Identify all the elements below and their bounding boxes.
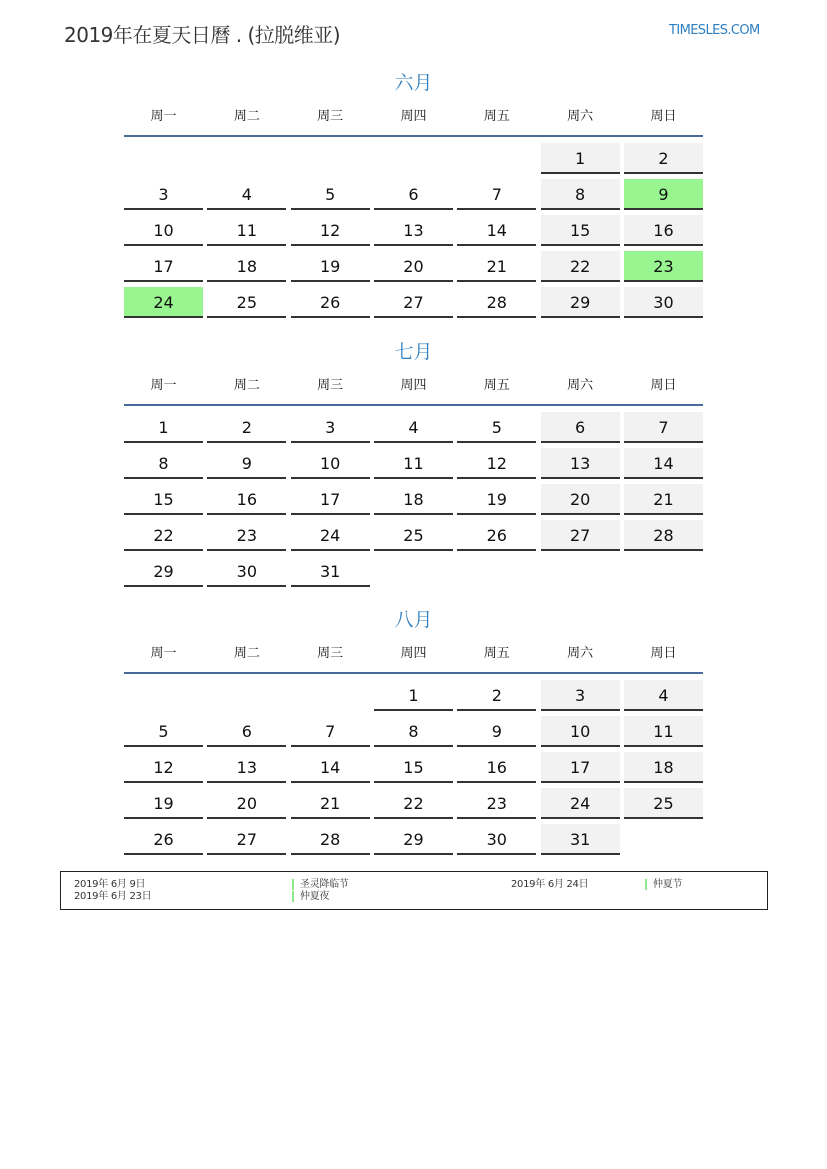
day-cell: 25 — [624, 788, 703, 819]
day-cell: 15 — [124, 484, 203, 515]
empty-day-cell — [624, 556, 703, 585]
day-grid — [124, 412, 703, 587]
header-divider — [124, 135, 703, 137]
week-row — [124, 788, 703, 819]
day-cell: 15 — [374, 752, 453, 783]
day-cell: 19 — [457, 484, 536, 515]
day-cell: 22 — [541, 251, 620, 282]
legend-marker-2 — [292, 891, 294, 902]
day-cell: 12 — [291, 215, 370, 246]
month-block — [124, 607, 703, 860]
day-cell: 4 — [374, 412, 453, 443]
day-cell: 23 — [207, 520, 286, 551]
day-cell: 8 — [124, 448, 203, 479]
day-cell: 29 — [374, 824, 453, 855]
weekday-header — [124, 642, 703, 666]
day-cell: 19 — [291, 251, 370, 282]
weekday-label: 周五 — [483, 646, 510, 661]
day-cell: 6 — [207, 716, 286, 747]
day-cell: 29 — [124, 556, 203, 587]
weekday-label: 周四 — [400, 378, 427, 393]
day-cell: 4 — [624, 680, 703, 711]
empty-day-cell — [291, 680, 370, 709]
month-title: 六月 — [394, 72, 433, 94]
day-cell: 22 — [374, 788, 453, 819]
day-cell: 26 — [457, 520, 536, 551]
empty-day-cell — [291, 143, 370, 172]
empty-day-cell — [374, 556, 453, 585]
header-divider — [124, 404, 703, 406]
day-cell: 3 — [541, 680, 620, 711]
empty-day-cell — [207, 680, 286, 709]
day-cell: 13 — [207, 752, 286, 783]
weekday-label: 周六 — [567, 378, 594, 393]
empty-day-cell — [457, 556, 536, 585]
day-cell: 18 — [624, 752, 703, 783]
day-cell: 8 — [541, 179, 620, 210]
day-cell: 11 — [624, 716, 703, 747]
day-cell: 21 — [624, 484, 703, 515]
empty-day-cell — [457, 143, 536, 172]
weekday-label: 周日 — [650, 378, 677, 393]
day-cell: 26 — [124, 824, 203, 855]
day-cell: 20 — [207, 788, 286, 819]
header-divider — [124, 672, 703, 674]
day-cell: 6 — [374, 179, 453, 210]
week-row — [124, 448, 703, 479]
day-cell: 2 — [207, 412, 286, 443]
day-cell: 23 — [457, 788, 536, 819]
weekday-label: 周五 — [483, 109, 510, 124]
day-cell: 31 — [541, 824, 620, 855]
legend-marker-3 — [645, 879, 647, 890]
empty-day-cell — [374, 143, 453, 172]
day-cell: 3 — [124, 179, 203, 210]
day-cell: 9 — [457, 716, 536, 747]
day-cell: 7 — [291, 716, 370, 747]
day-cell: 21 — [291, 788, 370, 819]
day-cell: 28 — [457, 287, 536, 318]
page-title: 2019年在夏天日曆 . (拉脱维亚) — [64, 23, 341, 47]
day-cell: 15 — [541, 215, 620, 246]
day-cell: 26 — [291, 287, 370, 318]
empty-day-cell — [624, 824, 703, 853]
day-cell: 24 — [541, 788, 620, 819]
legend-name-3: 仲夏节 — [653, 879, 683, 890]
week-row — [124, 287, 703, 318]
day-cell: 10 — [291, 448, 370, 479]
day-cell: 29 — [541, 287, 620, 318]
legend-name-2: 仲夏夜 — [300, 891, 330, 902]
day-cell: 16 — [624, 215, 703, 246]
week-row — [124, 752, 703, 783]
weekday-label: 周二 — [233, 109, 260, 124]
weekday-label: 周日 — [650, 646, 677, 661]
week-row — [124, 680, 703, 711]
weekday-label: 周四 — [400, 646, 427, 661]
weekday-label: 周一 — [150, 378, 177, 393]
week-row — [124, 520, 703, 551]
day-cell: 4 — [207, 179, 286, 210]
weekday-label: 周二 — [233, 378, 260, 393]
day-cell: 14 — [624, 448, 703, 479]
day-cell: 28 — [291, 824, 370, 855]
legend-name-1: 圣灵降临节 — [300, 879, 349, 890]
day-cell: 8 — [374, 716, 453, 747]
holiday-legend — [60, 871, 768, 910]
day-grid — [124, 143, 703, 318]
weekday-label: 周三 — [317, 378, 344, 393]
day-cell: 9 — [624, 179, 703, 210]
week-row — [124, 716, 703, 747]
day-cell: 21 — [457, 251, 536, 282]
day-cell: 22 — [124, 520, 203, 551]
day-cell: 14 — [291, 752, 370, 783]
weekday-label: 周日 — [650, 109, 677, 124]
day-cell: 5 — [457, 412, 536, 443]
day-cell: 18 — [374, 484, 453, 515]
empty-day-cell — [124, 680, 203, 709]
day-cell: 24 — [291, 520, 370, 551]
day-cell: 31 — [291, 556, 370, 587]
day-cell: 7 — [457, 179, 536, 210]
day-cell: 12 — [457, 448, 536, 479]
weekday-label: 周一 — [150, 646, 177, 661]
month-block — [124, 339, 703, 592]
day-cell: 30 — [624, 287, 703, 318]
month-title: 八月 — [394, 609, 433, 631]
day-grid — [124, 680, 703, 855]
day-cell: 16 — [457, 752, 536, 783]
day-cell: 1 — [374, 680, 453, 711]
day-cell: 10 — [124, 215, 203, 246]
day-cell: 5 — [291, 179, 370, 210]
brand-link[interactable]: TIMESLES.COM — [669, 23, 760, 38]
legend-date-1: 2019年 6月 9日 — [74, 879, 146, 890]
day-cell: 30 — [457, 824, 536, 855]
day-cell: 30 — [207, 556, 286, 587]
day-cell: 17 — [291, 484, 370, 515]
week-row — [124, 556, 703, 587]
month-title: 七月 — [394, 341, 433, 363]
weekday-header — [124, 105, 703, 129]
legend-date-3: 2019年 6月 24日 — [511, 879, 589, 890]
day-cell: 3 — [291, 412, 370, 443]
day-cell: 5 — [124, 716, 203, 747]
empty-day-cell — [541, 556, 620, 585]
day-cell: 6 — [541, 412, 620, 443]
month-block — [124, 70, 703, 323]
day-cell: 25 — [207, 287, 286, 318]
day-cell: 20 — [374, 251, 453, 282]
empty-day-cell — [124, 143, 203, 172]
day-cell: 1 — [541, 143, 620, 174]
day-cell: 27 — [207, 824, 286, 855]
weekday-label: 周六 — [567, 646, 594, 661]
weekday-label: 周三 — [317, 646, 344, 661]
weekday-label: 周六 — [567, 109, 594, 124]
day-cell: 16 — [207, 484, 286, 515]
legend-marker-1 — [292, 879, 294, 890]
day-cell: 11 — [374, 448, 453, 479]
week-row — [124, 215, 703, 246]
day-cell: 17 — [541, 752, 620, 783]
empty-day-cell — [207, 143, 286, 172]
weekday-header — [124, 374, 703, 398]
weekday-label: 周五 — [483, 378, 510, 393]
day-cell: 12 — [124, 752, 203, 783]
day-cell: 27 — [374, 287, 453, 318]
week-row — [124, 251, 703, 282]
week-row — [124, 412, 703, 443]
week-row — [124, 143, 703, 174]
day-cell: 23 — [624, 251, 703, 282]
day-cell: 13 — [374, 215, 453, 246]
day-cell: 11 — [207, 215, 286, 246]
weekday-label: 周一 — [150, 109, 177, 124]
day-cell: 14 — [457, 215, 536, 246]
day-cell: 25 — [374, 520, 453, 551]
day-cell: 7 — [624, 412, 703, 443]
legend-date-2: 2019年 6月 23日 — [74, 891, 152, 902]
day-cell: 28 — [624, 520, 703, 551]
day-cell: 1 — [124, 412, 203, 443]
day-cell: 24 — [124, 287, 203, 318]
week-row — [124, 179, 703, 210]
week-row — [124, 824, 703, 855]
day-cell: 27 — [541, 520, 620, 551]
day-cell: 19 — [124, 788, 203, 819]
weekday-label: 周二 — [233, 646, 260, 661]
day-cell: 10 — [541, 716, 620, 747]
week-row — [124, 484, 703, 515]
day-cell: 2 — [624, 143, 703, 174]
day-cell: 13 — [541, 448, 620, 479]
day-cell: 20 — [541, 484, 620, 515]
weekday-label: 周三 — [317, 109, 344, 124]
day-cell: 9 — [207, 448, 286, 479]
weekday-label: 周四 — [400, 109, 427, 124]
day-cell: 18 — [207, 251, 286, 282]
day-cell: 2 — [457, 680, 536, 711]
day-cell: 17 — [124, 251, 203, 282]
